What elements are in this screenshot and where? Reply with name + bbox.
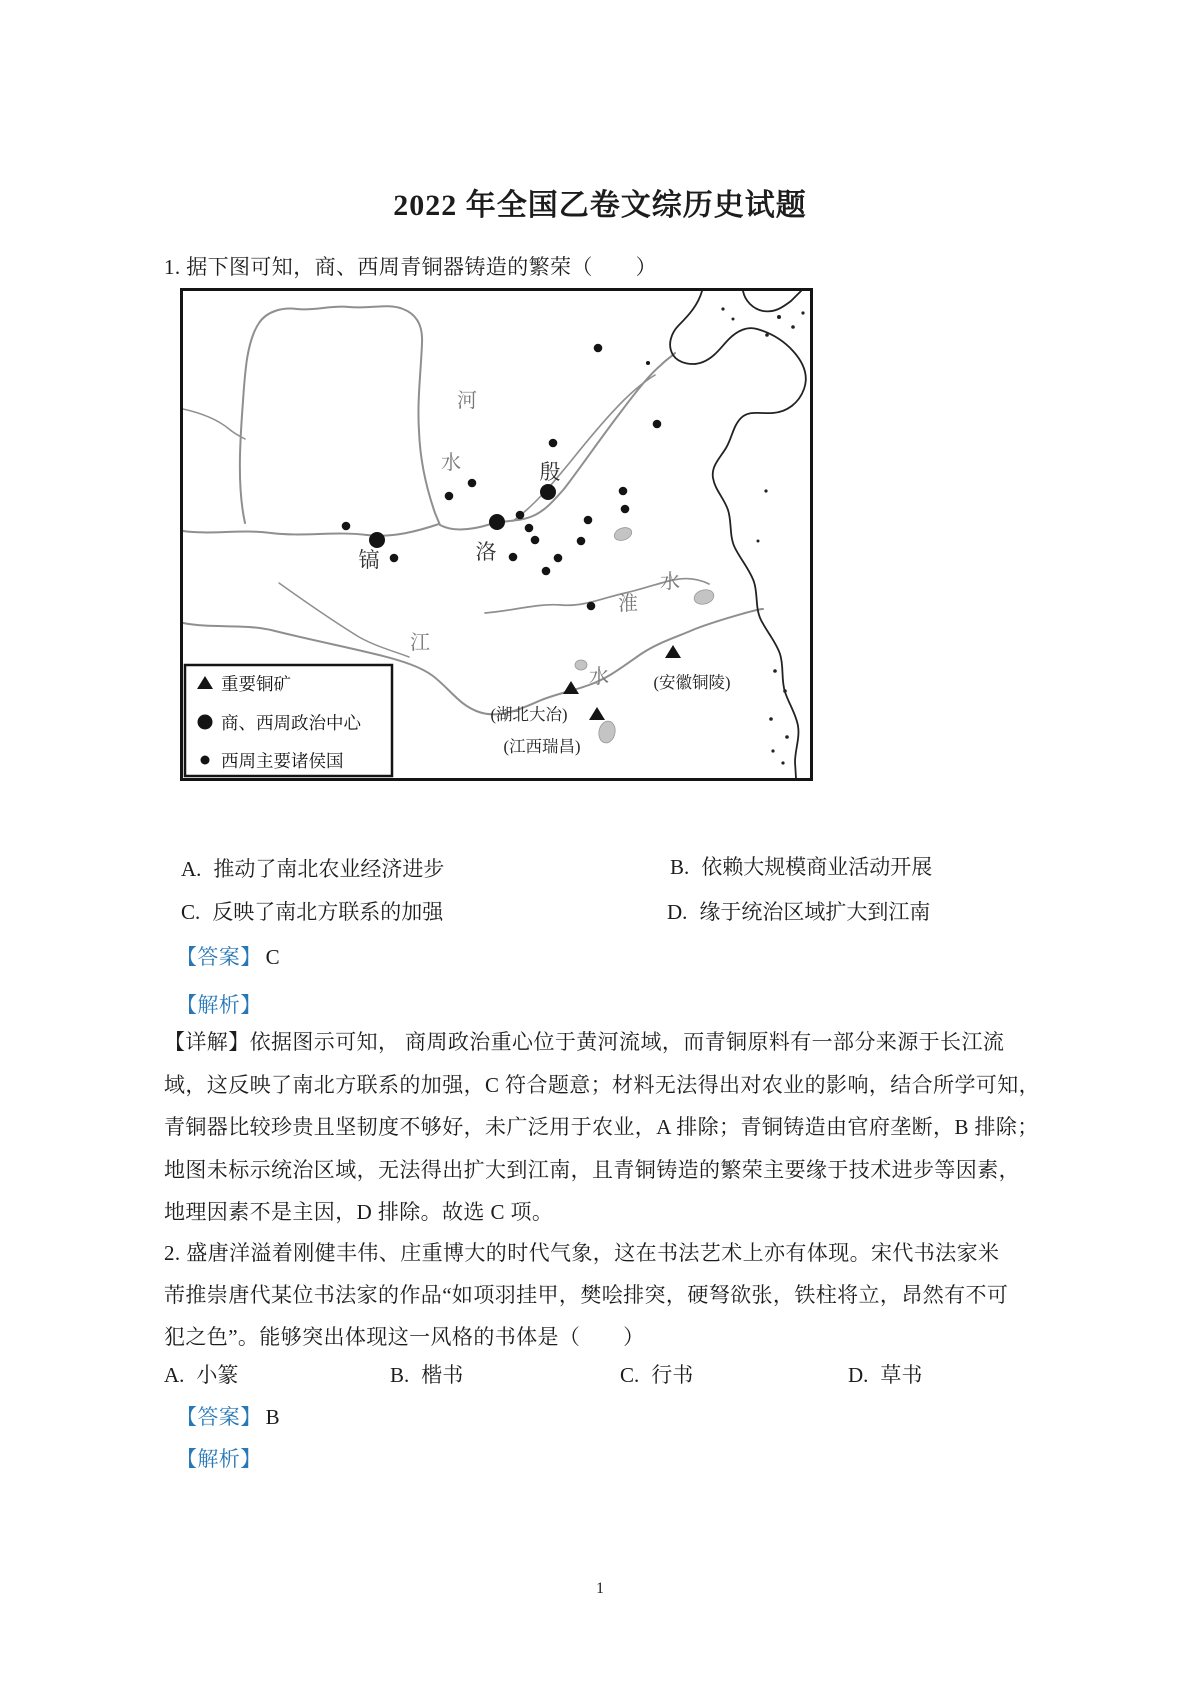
q1-option-a-text: 推动了南北农业经济进步 [213,857,445,881]
q2-option-b-text: 楷书 [421,1363,464,1387]
q2-answer-value: B [265,1405,281,1429]
q2-option-d-key: D. [848,1363,869,1387]
jiangxi-mine-triangle-icon [589,707,605,720]
yangtze-river-label-2: 水 [589,666,609,688]
q1-option-b-text: 依赖大规模商业活动开展 [701,855,933,879]
yin-city-dot [540,484,556,500]
huai-river-label-1: 淮 [618,593,638,615]
q1-explanation-line-1: 【详解】依据图示可知， 商周政治重心位于黄河流域，而青铜原料有一部分来源于长江流 [164,1030,1005,1054]
q2-answer-label: 【答案】 [176,1405,262,1429]
yellow-river-label-2: 水 [441,452,461,474]
jiangxi-mine-label: (江西瑞昌) [503,737,581,756]
q2-option-a [164,1359,238,1389]
q1-option-c [181,896,443,926]
q1-option-a-key: A. [181,857,202,881]
ji-river-branch-path [513,375,655,521]
luo-city-dot [489,514,505,530]
q2-option-c [620,1359,693,1389]
q2-analysis-line [176,1443,262,1473]
luo-city-label: 洛 [475,540,497,564]
anhui-mine-triangle-icon [665,645,681,658]
q1-option-d-text: 缘于统治区域扩大到江南 [699,900,931,924]
q1-analysis-label: 【解析】 [176,993,262,1017]
page-number: 1 [596,1580,604,1597]
wei-river-path [183,524,439,536]
q1-explanation-line-4: 地图未标示统治区域，无法得出扩大到江南，且青铜铸造的繁荣主要缘于技术进步等因素， [164,1158,1020,1182]
q2-option-a-text: 小篆 [196,1363,239,1387]
q2-option-c-text: 行书 [651,1363,694,1387]
question-2-stem-line-3: 犯之色”。能够突出体现这一风格的书体是（ ） [164,1325,645,1349]
hao-city-label: 镐 [358,548,380,572]
q2-option-d-text: 草书 [880,1363,923,1387]
yin-city-label: 殷 [539,460,561,484]
page-title: 2022 年全国乙卷文综历史试题 [393,189,807,222]
island-dots [721,307,804,764]
q2-analysis-label: 【解析】 [176,1447,262,1471]
question-1-stem: 1. 据下图可知，商、西周青铜器铸造的繁荣（ ） [164,255,657,279]
legend-label-copper-mine: 重要铜矿 [221,674,291,694]
q2-answer-line [176,1401,280,1431]
q1-option-d [667,896,930,926]
hubei-mine-triangle-icon [563,681,579,694]
q1-option-b-key: B. [670,855,690,879]
q1-option-c-key: C. [181,900,201,924]
yellow-river-path [240,306,675,529]
q1-option-c-text: 反映了南北方联系的加强 [212,900,444,924]
q1-answer-value: C [265,945,281,969]
upper-left-tributary-path [183,409,245,439]
q1-option-b [670,851,932,881]
q1-explanation-line-5: 地理因素不是主因，D 排除。故选 C 项。 [164,1200,554,1224]
question-1-map-figure [180,288,813,781]
q2-option-c-key: C. [620,1363,640,1387]
northeast-bay-coast-path [743,291,801,311]
anhui-mine-label: (安徽铜陵) [653,673,731,692]
legend-label-political-center: 商、西周政治中心 [221,713,361,733]
q2-option-d [848,1359,922,1389]
legend-small-dot-icon [201,756,210,765]
q2-option-a-key: A. [164,1363,185,1387]
q1-option-d-key: D. [667,900,688,924]
coastline-path [670,291,806,778]
q1-explanation-line-3: 青铜器比较珍贵且坚韧度不够好，未广泛用于农业，A 排除；青铜铸造由官府垄断，B 排除； [164,1115,1039,1139]
q2-option-b-key: B. [390,1363,410,1387]
hubei-mine-label: (湖北大冶) [490,705,568,724]
huai-river-label-2: 水 [660,571,680,593]
question-2-stem-line-2: 芾推崇唐代某位书法家的作品“如项羽挂甲，樊哙排突，硬弩欲张，铁柱将立，昂然有不可 [164,1283,1009,1307]
bronze-age-map [183,291,810,778]
hao-city-dot [369,532,385,548]
q1-explanation-line-2: 域，这反映了南北方联系的加强，C 符合题意；材料无法得出对农业的影响，结合所学可知， [164,1073,1041,1097]
q1-answer-line [176,941,280,971]
q1-answer-label: 【答案】 [176,945,262,969]
legend-big-dot-icon [198,715,213,730]
map-legend [185,665,392,776]
legend-label-vassal-state: 西周主要诸侯国 [221,751,344,771]
q2-option-b [390,1359,463,1389]
q1-analysis-line [176,989,262,1019]
yangtze-river-label-1: 江 [410,632,430,654]
q1-option-a [181,853,444,883]
yellow-river-label-1: 河 [457,390,477,412]
question-2-stem-line-1: 2. 盛唐洋溢着刚健丰伟、庄重博大的时代气象，这在书法艺术上亦有体现。宋代书法家米 [164,1241,1000,1265]
political-center-dots [369,484,556,548]
vassal-state-dots [342,344,662,611]
